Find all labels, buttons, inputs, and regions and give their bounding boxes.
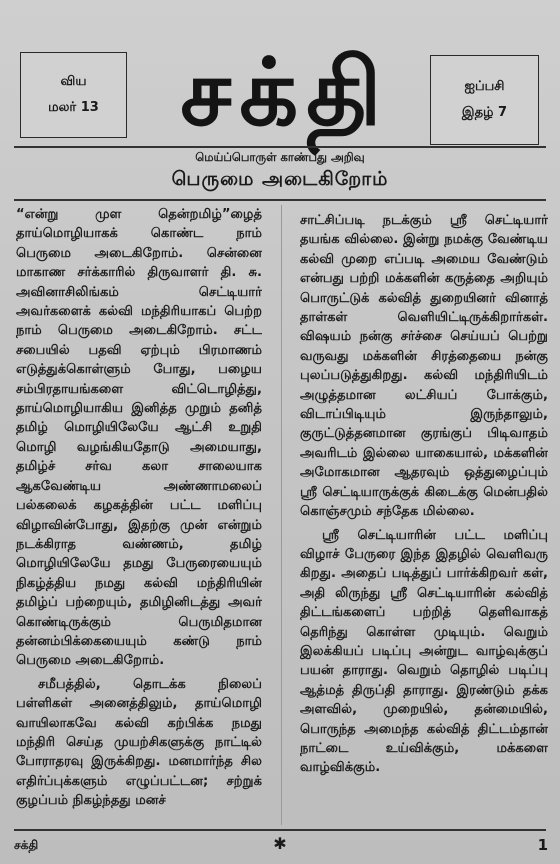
footer-rule: [14, 829, 546, 831]
top-rule: [14, 146, 546, 148]
page-footer: [0, 832, 560, 860]
issue-label: இதழ் 7: [461, 105, 508, 120]
paragraph: ஸ்ரீ செட்டியாரின் பட்ட மளிப்பு விழாச் பேருரை இந்த இதழில் வெளிவரு கிறது. அதைப் படித்துப் பார்க்கிறவர் கள், அதி லிருந்து ஸ்ரீ செட்டியாரின் கல்வித் திட்டங்களைப் பற்றித் தெளிவாகத் தெரிந்து கொள்ள முடியும். வெறும் இலக்கியப் படிப்பு அன்றுட வாழ்வுக்குப் பயன் தாராது. வெறும் தொழில் படிப்பு ஆத்மத் திருப்தி தாராது. இரண்டும் தக்க அளவில், முறையில், தன்மையில், பொருந்த அமைந்த கல்வித் திட்டம்தான் நாட்டை உய்விக்கும், மக்களை வாழ்விக்கும்.: [300, 527, 548, 776]
headline: பெருமை அடைகிறோம்: [171, 168, 389, 190]
motto: மெய்ப்பொருள் காண்பது அறிவு: [195, 150, 365, 164]
paragraph: சாட்சிப்படி நடக்கும் ஸ்ரீ செட்டியார் தயங்க வில்லை. இன்று நமக்கு வேண்டிய கல்வி முறை எப்படி அமைய வேண்டும் என்பது பற்றி மக்களின் கருத்தை அறியும் பொருட்டுக் கல்வித் துறையினர் வினாத் தாள்கள் வெளியிட்டிருக்கிறார்கள். விஷயம் நன்கு சர்ச்சை செய்யப் பெற்று வருவது மக்களின் சிரத்தையை நன்கு புலப்படுத்துகிறது. கல்வி மந்திரியிடம் அழுத்தமான லட்சியப் போக்கும், விடாப்பிடியும் இருந்தாலும், குருட்டுத்தனமான குரங்குப் பிடிவாதம் அவரிடம் இல்லை யாகையால், மக்களின் அமோகமான ஆதரவும் ஒத்துழைப்பும் ஸ்ரீ செட்டியாருக்குக் கிடைக்கு மென்பதில் கொஞ்சமும் சந்தேக மில்லை.: [300, 213, 548, 520]
paragraph: சமீபத்தில், தொடக்க நிலைப் பள்ளிகள் அனைத்திலும், தாய்மொழி வாயிலாகவே கல்வி கற்பிக்க நமது மந்திரி செய்த முயற்சிகளுக்கு நாட்டில் போராதரவு இருக்கிறது. மனமார்ந்த சில எதிர்ப்புக்களும் எழுப்பட்டன; சற்றுக் குழப்பம் நிகழ்ந்தது மனச்: [16, 676, 262, 809]
volume-box: [20, 52, 127, 138]
volume-label: மலர் 13: [48, 100, 99, 115]
star-ornament-icon: ✱: [273, 834, 287, 853]
issue-box: [430, 55, 539, 145]
footer-magazine-name: சக்தி: [14, 838, 39, 852]
headline-rule: [14, 199, 546, 201]
article-column-right: [300, 211, 548, 826]
masthead-title: சக்தி: [180, 38, 390, 146]
month-label: ஐப்பசி: [464, 79, 505, 94]
article-column-left: [16, 205, 262, 820]
year-label: விய: [60, 74, 87, 89]
paragraph: “என்று முள தென்றமிழ்”ழைத் தாய்மொழியாகக் கொண்ட நாம் பெருமை அடைகிறோம். சென்னை மாகாண சர்க்காரில் திருவாளர் தி. சு. அவினாசிலிங்கம் செட்டியார் அவர்களைக் கல்வி மந்திரியாகப் பெற்ற நாம் பெருமை அடைகிறோம். சட்ட சபையில் பதவி ஏற்பும் பிரமாணம் எடுத்துக்கொள்ளும் போது, பழைய சம்பிரதாயங்களை விட்டொழித்து, தாய்மொழியாகிய இனித்த முறும் தனித் தமிழ் மொழியிலேயே ஆட்சி உறுதி மொழி வழங்கியதோடு அமையாது, தமிழ்ச் சர்வ கலா சாலையாக ஆகவேண்டிய அண்ணாமலைப் பல்கலைக் கழகத்தின் பட்ட மளிப்பு விழாவின்போது, இதற்கு முன் என்றும் நடக்கிராத வண்ணம், தமிழ் மொழியிலேயே தமது பேருரையையும் நிகழ்த்திய நமது கல்வி மந்திரியின் தமிழ்ப் பற்றையும், தமிழினிடத்து அவர் கொண்டிருக்கும் பெருமிதமான தன்னம்பிக்கையையும் கண்டு நாம் பெருமை அடைகிறோம்.: [16, 207, 262, 669]
column-divider: [281, 205, 282, 825]
page-number: 1: [537, 836, 548, 854]
